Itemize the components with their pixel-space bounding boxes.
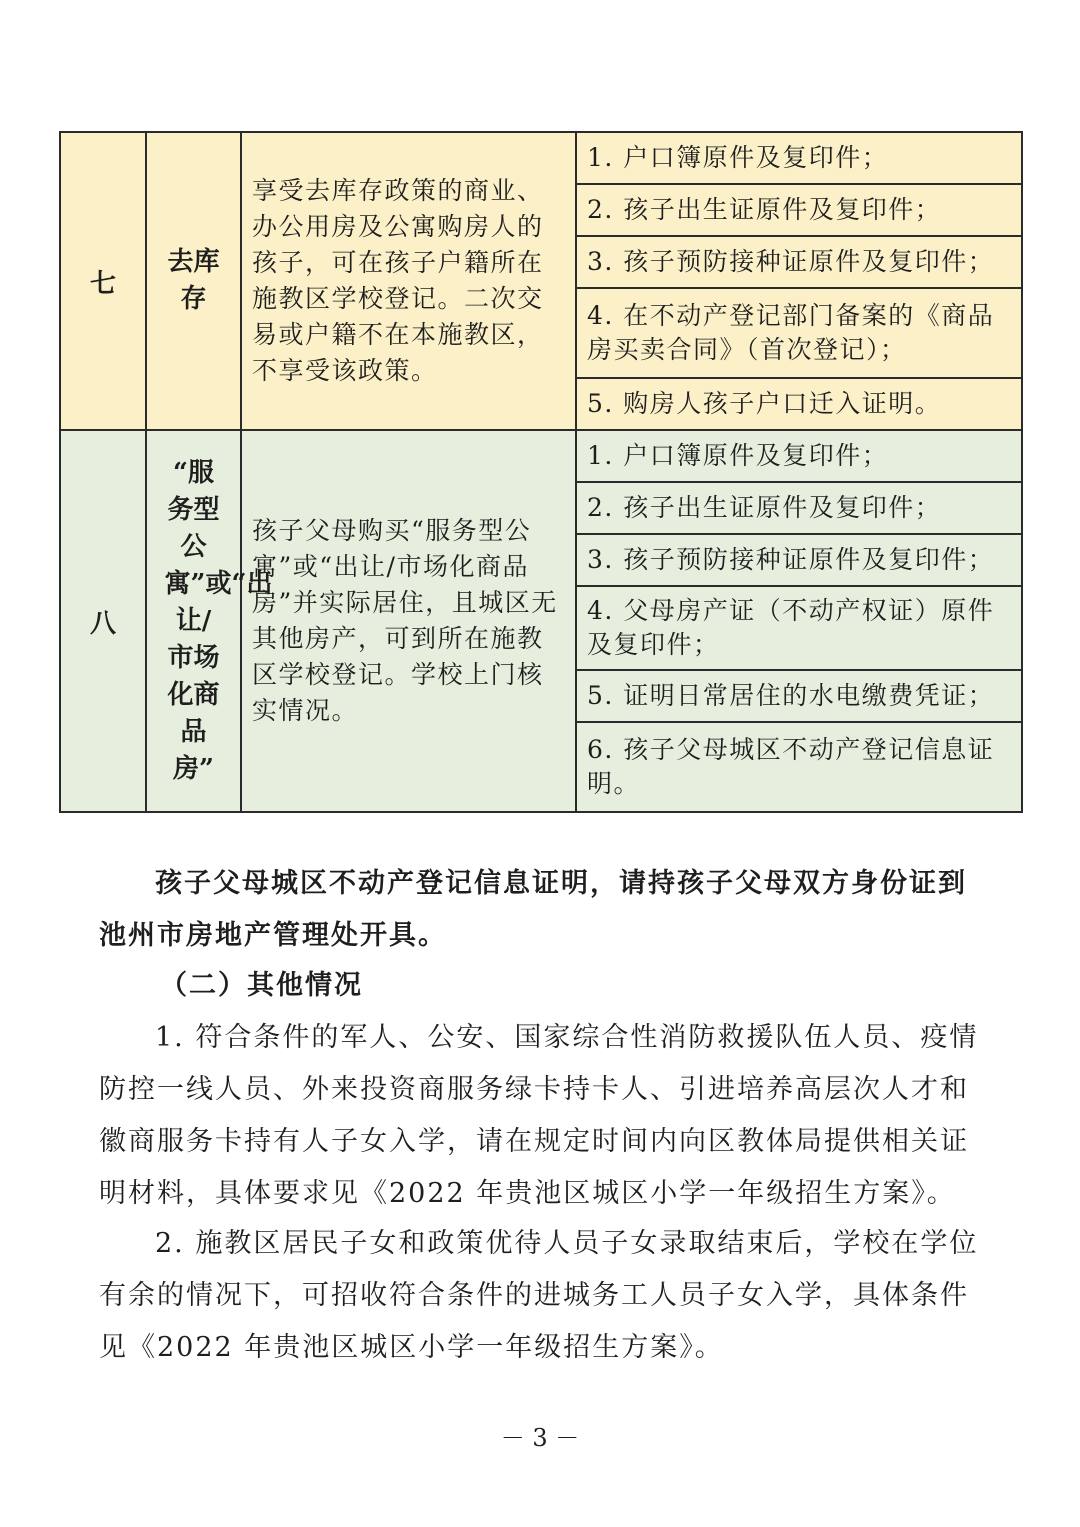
row-number: 七 <box>60 132 146 430</box>
row-description: 孩子父母购买“服务型公寓”或“出让/市场化商品房”并实际居住，且城区无其他房产，可到所在施教区学校登记。学校上门核实情况。 <box>241 430 576 812</box>
row-category: “服务型公寓”或“出让/市场化商品房” <box>146 430 241 812</box>
requirement-item: 6. 孩子父母城区不动产登记信息证明。 <box>576 722 1022 812</box>
paragraph-1: 1. 符合条件的军人、公安、国家综合性消防救援队伍人员、疫情防控一线人员、外来投资商服务绿卡持卡人、引进培养高层次人才和徽商服务卡持有人子女入学，请在规定时间内向区教体局提供相关证明材料，具体要求见《2022 年贵池区城区小学一年级招生方案》。 <box>99 1022 979 1209</box>
row-category: 去库存 <box>146 132 241 430</box>
requirement-item: 2. 孩子出生证原件及复印件； <box>576 482 1022 534</box>
note-paragraph: 孩子父母城区不动产登记信息证明，请持孩子父母双方身份证到池州市房地产管理处开具。 <box>99 868 967 951</box>
policy-table <box>59 131 1023 813</box>
requirement-item: 1. 户口簿原件及复印件； <box>576 430 1022 482</box>
row-number: 八 <box>60 430 146 812</box>
requirement-item: 1. 户口簿原件及复印件； <box>576 132 1022 184</box>
requirement-item: 2. 孩子出生证原件及复印件； <box>576 184 1022 236</box>
page-number: － 3 － <box>500 1424 580 1452</box>
requirement-item: 5. 证明日常居住的水电缴费凭证； <box>576 670 1022 722</box>
table-row <box>60 132 1022 184</box>
requirement-item: 4. 父母房产证（不动产权证）原件及复印件； <box>576 586 1022 670</box>
paragraph-2: 2. 施教区居民子女和政策优待人员子女录取结束后，学校在学位有余的情况下，可招收符合条件的进城务工人员子女入学，具体条件见《2022 年贵池区城区小学一年级招生方案》。 <box>99 1228 979 1363</box>
section-heading: （二）其他情况 <box>160 970 363 1001</box>
row-description: 享受去库存政策的商业、办公用房及公寓购房人的孩子，可在孩子户籍所在施教区学校登记。二次交易或户籍不在本施教区，不享受该政策。 <box>241 132 576 430</box>
requirement-item: 3. 孩子预防接种证原件及复印件； <box>576 534 1022 586</box>
table-row <box>60 430 1022 482</box>
requirement-item: 3. 孩子预防接种证原件及复印件； <box>576 236 1022 288</box>
requirement-item: 5. 购房人孩子户口迁入证明。 <box>576 378 1022 430</box>
requirement-item: 4. 在不动产登记部门备案的《商品房买卖合同》（首次登记）； <box>576 288 1022 378</box>
